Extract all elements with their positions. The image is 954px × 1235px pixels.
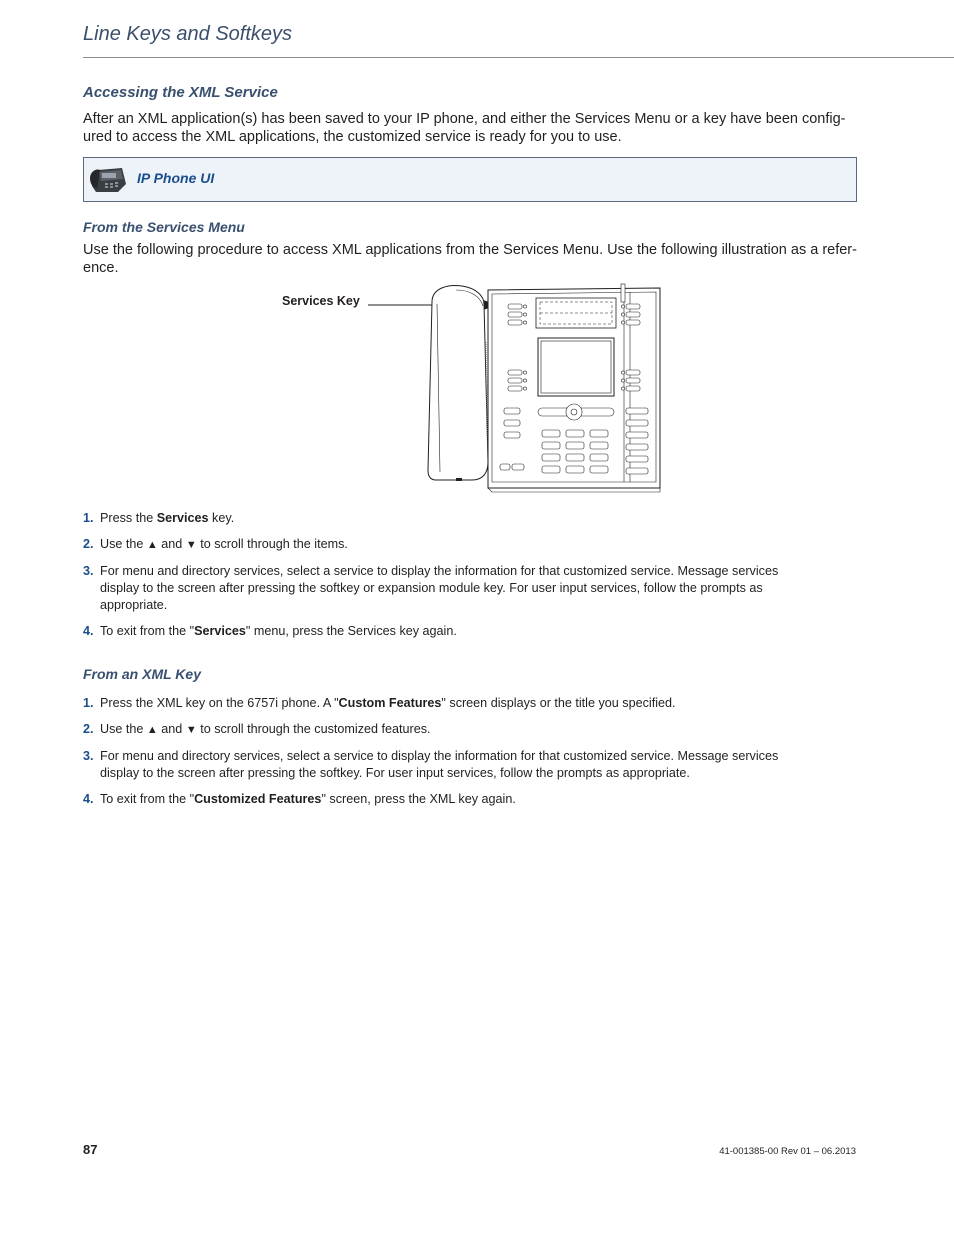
page-number: 87 <box>83 1142 98 1157</box>
list-item: 3. For menu and directory services, select a service to display the information for that customized service. Message services display to the screen after pressing the softkey. For user input services, follow the prompts as appropriate. <box>83 749 779 780</box>
chapter-title: Line Keys and Softkeys <box>83 23 293 45</box>
ip-phone-ui-box <box>83 157 857 202</box>
services-menu-steps <box>83 510 783 649</box>
desk-phone-icon <box>88 164 128 196</box>
list-item: 3. For menu and directory services, select a service to display the information for that customized service. Message services display to the screen after pressing the softkey or expansion module key. For user input services, follow the prompts as appropriate. <box>83 564 779 612</box>
services-menu-title: From the Services Menu <box>83 219 245 235</box>
services-menu-intro: Use the following procedure to access XML applications from the Services Menu. Use the following illustration as a refer-ence. <box>83 242 857 276</box>
up-arrow-icon: ▲ <box>146 539 158 551</box>
list-item: 1. Press the Services key. <box>83 511 235 525</box>
services-key-callout: Services Key <box>282 294 360 308</box>
section-intro: After an XML application(s) has been saved to your IP phone, and either the Services Menu or a key have been config-ured to access the XML applications, the customized service is ready for you to use. <box>83 111 846 145</box>
xml-key-title: From an XML Key <box>83 666 201 682</box>
list-item: 4. To exit from the "Services" menu, press the Services key again. <box>83 624 457 638</box>
document-id: 41-001385-00 Rev 01 – 06.2013 <box>719 1146 856 1157</box>
xml-key-steps <box>83 695 783 817</box>
header-rule <box>83 57 954 58</box>
up-arrow-icon: ▲ <box>146 724 158 736</box>
list-item: 1. Press the XML key on the 6757i phone. A "Custom Features" screen displays or the title you specified. <box>83 696 676 710</box>
list-item: 2. Use the ▲ and ▼ to scroll through the customized features. <box>83 722 431 736</box>
list-item: 2. Use the ▲ and ▼ to scroll through the items. <box>83 537 348 551</box>
phone-illustration <box>280 282 670 494</box>
ip-phone-ui-label: IP Phone UI <box>137 170 215 186</box>
list-item: 4. To exit from the "Customized Features" screen, press the XML key again. <box>83 792 516 806</box>
down-arrow-icon: ▼ <box>185 724 197 736</box>
down-arrow-icon: ▼ <box>185 539 197 551</box>
section-title: Accessing the XML Service <box>83 84 278 101</box>
